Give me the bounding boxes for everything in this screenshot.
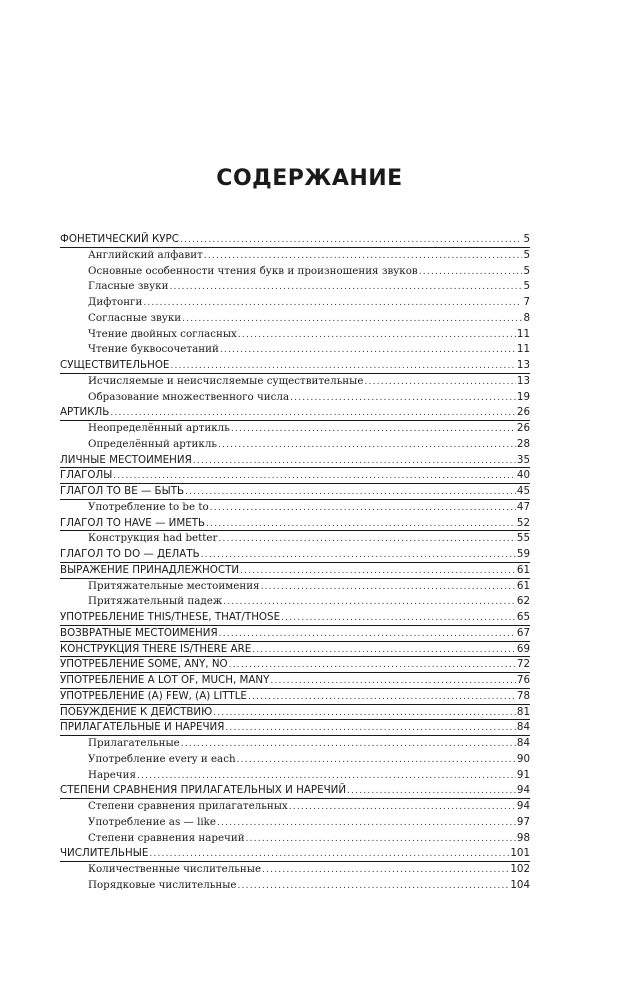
toc-entry-title: СТЕПЕНИ СРАВНЕНИЯ ПРИЛАГАТЕЛЬНЫХ И НАРЕЧИЙ (60, 784, 347, 797)
toc-entry-title: Наречия (88, 768, 136, 781)
dot-leader (237, 753, 516, 769)
dot-leader (180, 233, 523, 249)
toc-entry-title: Дифтонги (88, 296, 143, 308)
toc-section-entry (60, 232, 530, 248)
toc-page-number: 81 (516, 705, 530, 718)
toc-page-number: 84 (516, 737, 530, 749)
toc-page-number: 26 (516, 406, 530, 419)
toc-entry-title: ГЛАГОЛ TO BE — БЫТЬ (60, 485, 185, 497)
toc-section-entry (60, 689, 530, 705)
toc-page-number: 8 (523, 311, 530, 324)
toc-page-number: 65 (516, 611, 530, 623)
dot-leader (182, 312, 522, 328)
dot-leader (206, 517, 516, 533)
dot-leader (143, 296, 522, 312)
dot-leader (149, 847, 509, 863)
toc-entry-title: ГЛАГОЛ TO HAVE — ИМЕТЬ (60, 516, 206, 529)
toc-section-entry (60, 405, 530, 421)
toc-section-entry (60, 783, 530, 799)
toc-section-entry (60, 642, 530, 658)
toc-subsection-entry (60, 500, 530, 516)
dot-leader (110, 406, 516, 422)
dot-leader (281, 611, 516, 627)
toc-entry-title: Количественные числительные (88, 863, 262, 875)
dot-leader (289, 800, 516, 816)
toc-page-number: 40 (516, 469, 530, 482)
toc-page-number: 78 (516, 689, 530, 702)
toc-section-entry (60, 547, 530, 563)
toc-subsection-entry (60, 752, 530, 768)
toc-section-entry (60, 720, 530, 736)
toc-section-entry (60, 846, 530, 862)
dot-leader (210, 501, 516, 517)
toc-entry-title: Степени сравнения наречий (88, 831, 245, 844)
toc-subsection-entry (60, 390, 530, 406)
dot-leader (270, 674, 515, 690)
toc-entry-title: КОНСТРУКЦИЯ THERE IS/THERE ARE (60, 642, 252, 655)
toc-page-number: 19 (516, 390, 530, 403)
toc-section-entry (60, 516, 530, 532)
dot-leader (218, 438, 516, 454)
dot-leader (252, 643, 516, 659)
toc-subsection-entry (60, 878, 530, 894)
toc-entry-title: АРТИКЛЬ (60, 406, 110, 419)
dot-leader (248, 690, 516, 706)
toc-subsection-entry (60, 311, 530, 327)
toc-page-number: 5 (523, 264, 530, 277)
toc-section-entry (60, 610, 530, 626)
dot-leader (181, 737, 516, 753)
toc-page-number: 67 (516, 626, 530, 639)
toc-entry-title: ФОНЕТИЧЕСКИЙ КУРС (60, 233, 179, 245)
toc-entry-title: Степени сравнения прилагательных (88, 800, 288, 812)
dot-leader (223, 595, 516, 611)
dot-leader (290, 391, 516, 407)
toc-subsection-entry (60, 342, 530, 358)
toc-entry-title: Английский алфавит (88, 248, 203, 261)
dot-leader (217, 816, 516, 832)
toc-page-number: 84 (516, 721, 530, 734)
toc-entry-title: Притяжательный падеж (88, 595, 223, 608)
toc-page-number: 55 (516, 532, 530, 545)
toc-entry-title: УПОТРЕБЛЕНИЕ (A) FEW, (A) LITTLE (60, 689, 247, 702)
toc-page-number: 61 (516, 563, 530, 576)
toc-page-number: 98 (516, 831, 530, 844)
toc-section-entry (60, 657, 530, 673)
toc-section-entry (60, 468, 530, 484)
dot-leader (231, 422, 516, 438)
table-of-contents (60, 232, 530, 894)
dot-leader (113, 469, 516, 485)
toc-subsection-entry (60, 374, 530, 390)
toc-section-entry (60, 358, 530, 374)
toc-page-number: 5 (523, 280, 530, 293)
dot-leader (170, 359, 515, 375)
toc-entry-title: Образование множественного числа (88, 390, 290, 403)
toc-section-entry (60, 626, 530, 642)
dot-leader (185, 485, 516, 501)
dot-leader (238, 879, 510, 895)
toc-page-number: 97 (516, 815, 530, 828)
toc-page-number: 90 (516, 752, 530, 765)
toc-entry-title: Притяжательные местоимения (88, 579, 260, 592)
toc-section-entry (60, 453, 530, 469)
dot-leader (213, 706, 516, 722)
toc-section-entry (60, 563, 530, 579)
dot-leader (225, 721, 516, 737)
toc-subsection-entry (60, 815, 530, 831)
toc-entry-title: УПОТРЕБЛЕНИЕ SOME, ANY, NO (60, 658, 228, 671)
toc-entry-title: Неопределённый артикль (88, 422, 230, 434)
toc-entry-title: Определённый артикль (88, 437, 217, 450)
toc-page-number: 104 (510, 878, 530, 891)
toc-page-number: 11 (516, 343, 530, 356)
toc-page-number: 59 (516, 548, 530, 560)
dot-leader (201, 548, 516, 564)
toc-subsection-entry (60, 768, 530, 784)
dot-leader (419, 265, 523, 281)
toc-entry-title: УПОТРЕБЛЕНИЕ THIS/THESE, THAT/THOSE (60, 611, 281, 623)
toc-section-entry (60, 705, 530, 721)
dot-leader (240, 564, 516, 580)
toc-entry-title: Гласные звуки (88, 280, 169, 293)
toc-subsection-entry (60, 437, 530, 453)
toc-entry-title: ВОЗВРАТНЫЕ МЕСТОИМЕНИЯ (60, 626, 218, 639)
toc-entry-title: Согласные звуки (88, 311, 182, 324)
toc-entry-title: Исчисляемые и неисчисляемые существительные (88, 374, 364, 387)
toc-section-entry (60, 484, 530, 500)
toc-subsection-entry (60, 736, 530, 752)
toc-page-number: 62 (516, 595, 530, 608)
toc-page-number: 69 (516, 642, 530, 655)
toc-page-number: 94 (516, 784, 530, 797)
toc-subsection-entry (60, 421, 530, 437)
page-title: СОДЕРЖАНИЕ (216, 166, 403, 191)
dot-leader (261, 580, 516, 596)
toc-page-number: 28 (516, 437, 530, 450)
toc-entry-title: ПОБУЖДЕНИЕ К ДЕЙСТВИЮ (60, 705, 213, 718)
toc-page-number: 72 (516, 658, 530, 671)
toc-subsection-entry (60, 831, 530, 847)
toc-subsection-entry (60, 264, 530, 280)
toc-entry-title: Употребление to be to (88, 500, 209, 513)
toc-page-number: 45 (516, 485, 530, 497)
dot-leader (220, 343, 516, 359)
toc-entry-title: Употребление every и each (88, 752, 236, 765)
toc-subsection-entry (60, 579, 530, 595)
toc-page-number: 11 (516, 327, 530, 340)
toc-entry-title: Употребление as — like (88, 815, 216, 828)
toc-page-number: 13 (516, 374, 530, 387)
toc-entry-title: Конструкция had better (88, 532, 218, 545)
toc-page-number: 35 (516, 453, 530, 466)
toc-entry-title: ГЛАГОЛЫ (60, 469, 113, 482)
toc-subsection-entry (60, 248, 530, 264)
toc-subsection-entry (60, 327, 530, 343)
toc-page-number: 94 (516, 800, 530, 812)
dot-leader (218, 532, 515, 548)
dot-leader (238, 328, 516, 344)
toc-entry-title: Чтение буквосочетаний (88, 343, 219, 356)
toc-page-number: 91 (516, 768, 530, 781)
toc-page-number: 5 (523, 248, 530, 261)
toc-page-number: 7 (523, 296, 530, 308)
dot-leader (204, 249, 523, 265)
toc-page-number: 61 (516, 579, 530, 592)
dot-leader (137, 769, 516, 785)
toc-page-number: 13 (516, 359, 530, 371)
toc-subsection-entry (60, 594, 530, 610)
toc-subsection-entry (60, 295, 530, 311)
toc-page-number: 102 (510, 863, 530, 875)
toc-page-number: 26 (516, 422, 530, 434)
toc-subsection-entry (60, 799, 530, 815)
toc-entry-title: СУЩЕСТВИТЕЛЬНОЕ (60, 359, 170, 371)
toc-entry-title: ЛИЧНЫЕ МЕСТОИМЕНИЯ (60, 453, 192, 466)
toc-entry-title: УПОТРЕБЛЕНИЕ A LOT OF, MUCH, MANY (60, 674, 270, 686)
toc-entry-title: Чтение двойных согласных (88, 327, 237, 340)
toc-entry-title: ВЫРАЖЕНИЕ ПРИНАДЛЕЖНОСТИ (60, 563, 240, 576)
toc-section-entry (60, 673, 530, 689)
dot-leader (347, 784, 516, 800)
toc-page-number: 101 (510, 847, 530, 860)
toc-subsection-entry (60, 862, 530, 878)
dot-leader (219, 627, 516, 643)
toc-entry-title: ЧИСЛИТЕЛЬНЫЕ (60, 847, 149, 860)
toc-entry-title: Порядковые числительные (88, 878, 237, 891)
toc-subsection-entry (60, 531, 530, 547)
toc-page-number: 52 (516, 516, 530, 529)
toc-entry-title: Основные особенности чтения букв и произношения звуков (88, 264, 418, 277)
dot-leader (364, 375, 515, 391)
toc-entry-title: ПРИЛАГАТЕЛЬНЫЕ И НАРЕЧИЯ (60, 721, 225, 734)
dot-leader (229, 658, 516, 674)
toc-page-number: 47 (516, 500, 530, 513)
toc-entry-title: ГЛАГОЛ TO DO — ДЕЛАТЬ (60, 548, 200, 560)
toc-entry-title: Прилагательные (88, 737, 180, 749)
dot-leader (262, 863, 509, 879)
toc-page-number: 5 (523, 233, 530, 245)
toc-subsection-entry (60, 279, 530, 295)
dot-leader (169, 280, 522, 296)
dot-leader (246, 832, 516, 848)
dot-leader (193, 454, 516, 470)
toc-page-number: 76 (516, 674, 530, 686)
